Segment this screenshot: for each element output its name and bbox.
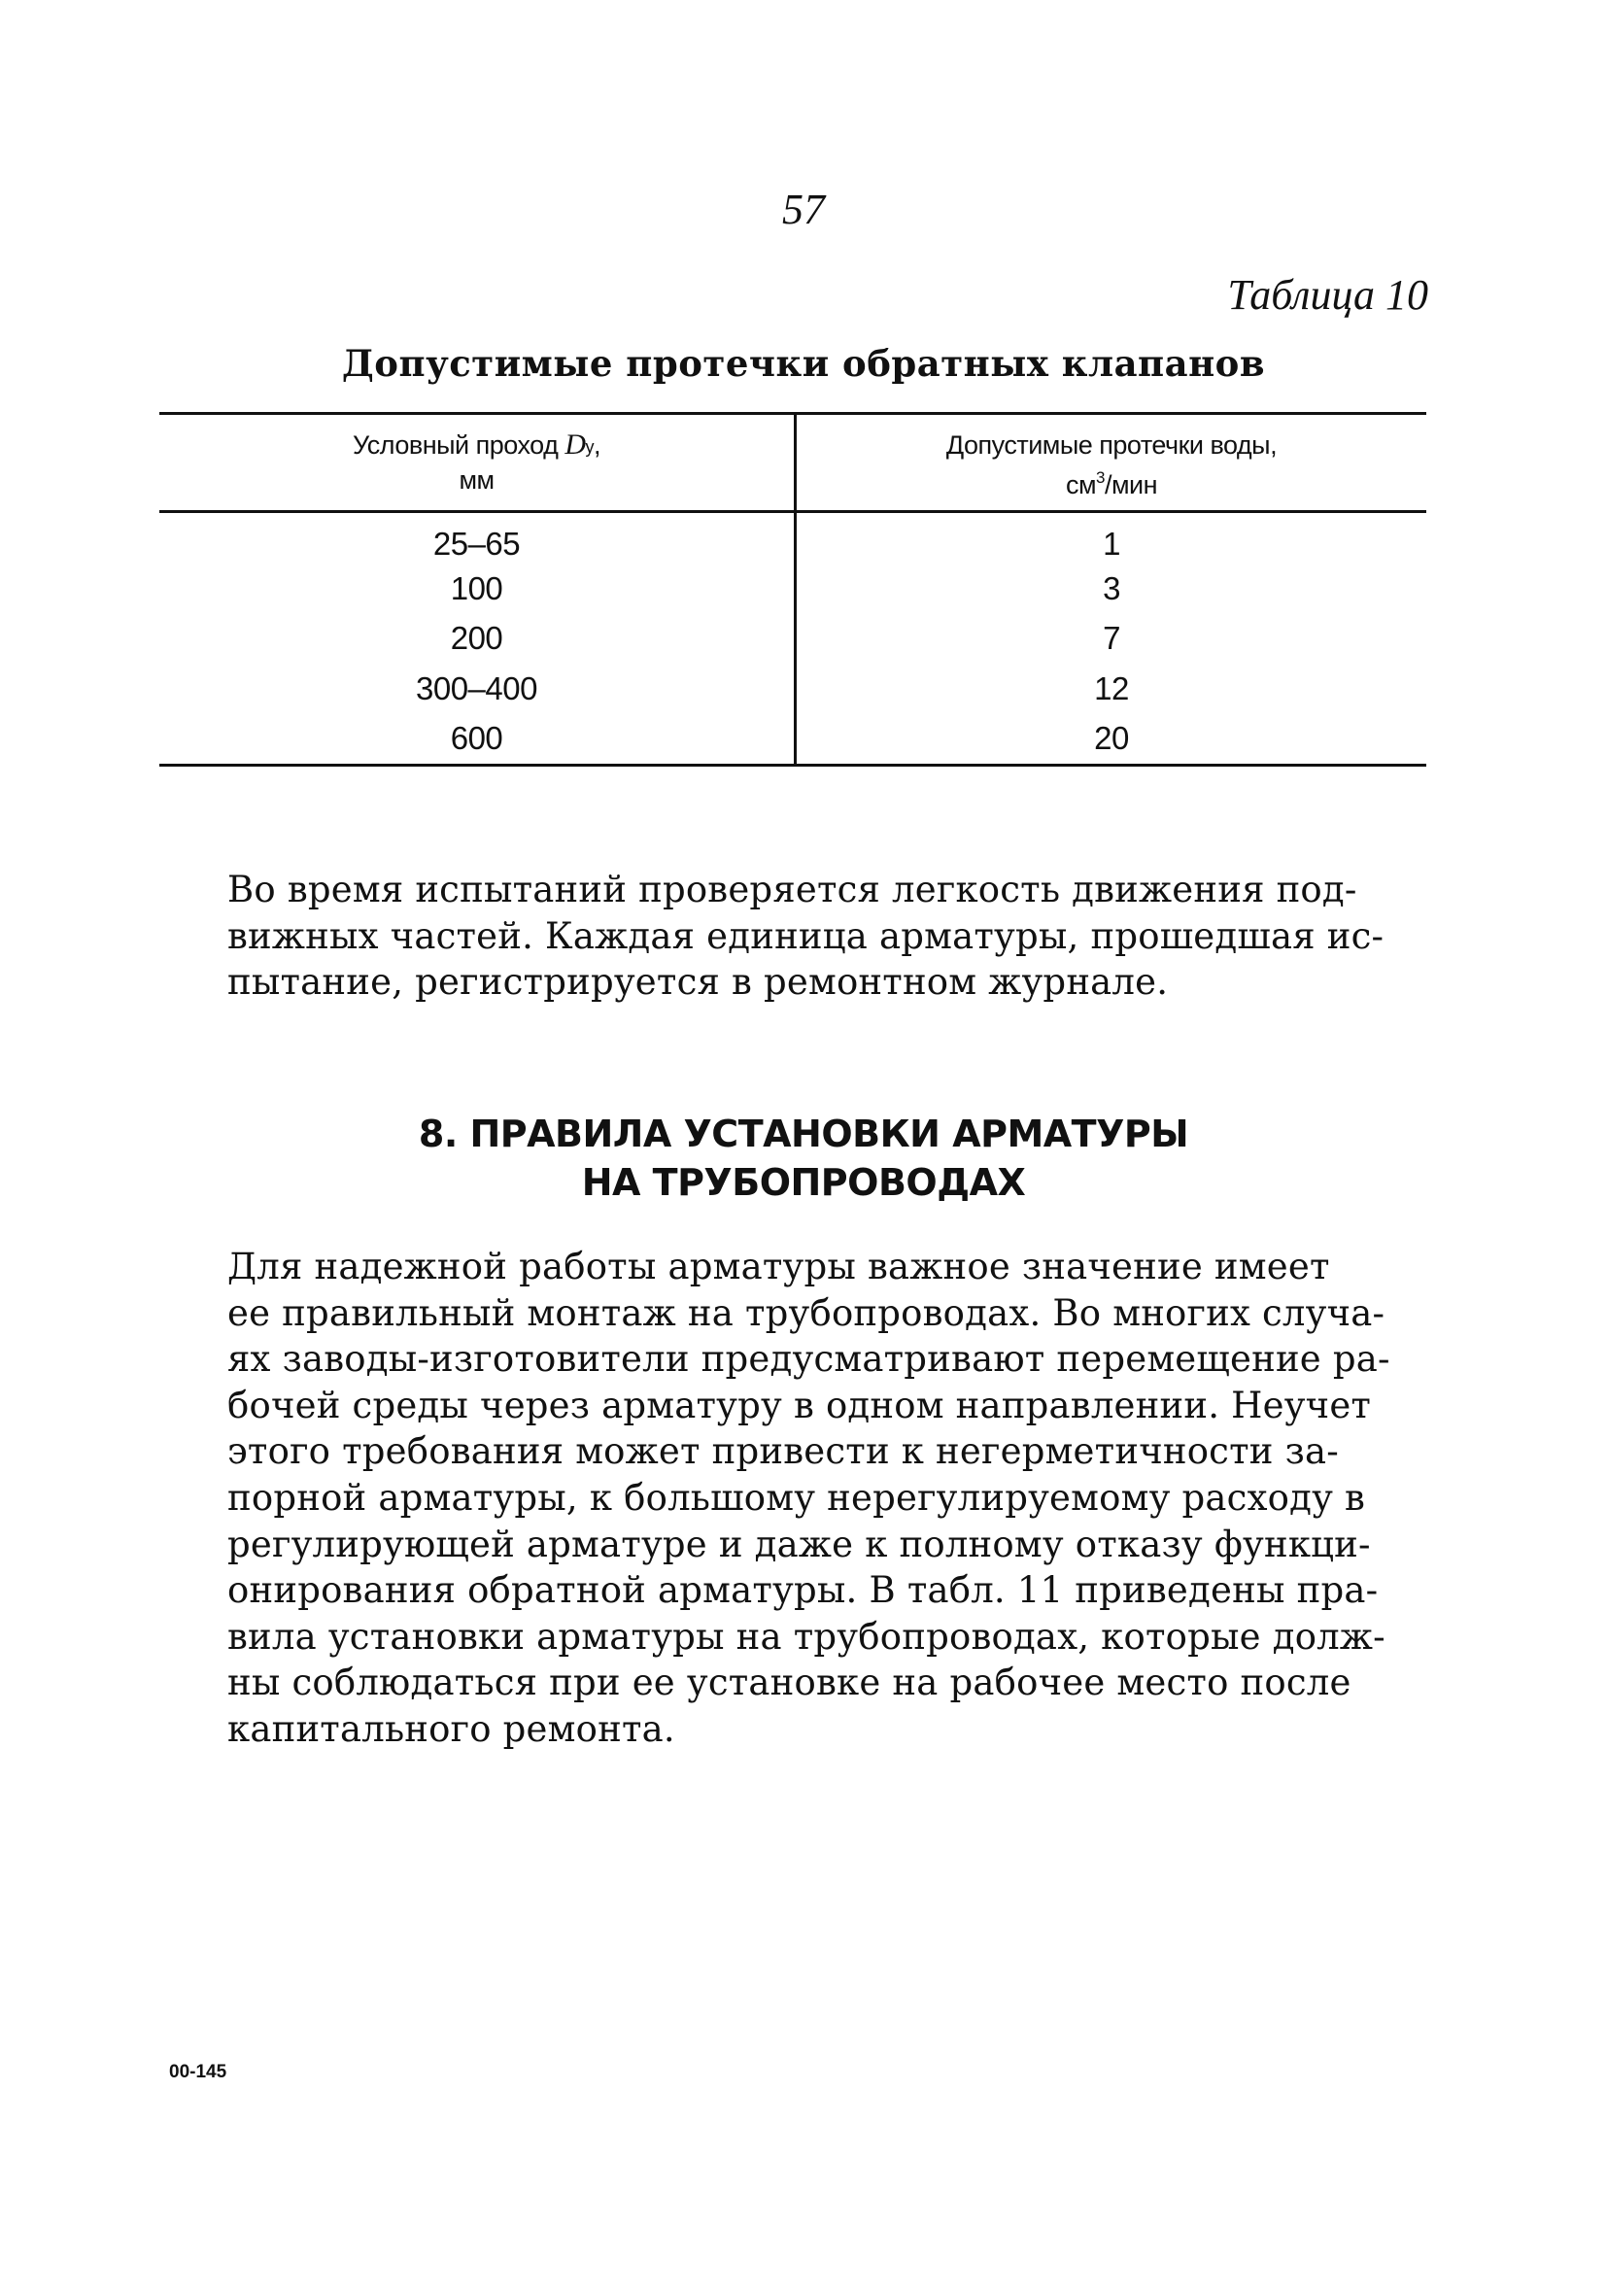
cell-leak: 20 xyxy=(1094,720,1129,757)
text-line: онирования обратной арматуры. В табл. 11 приведены пра- xyxy=(227,1569,1379,1612)
section-heading xyxy=(0,1110,1607,1207)
section-heading-line: 8. ПРАВИЛА УСТАНОВКИ АРМАТУРЫ xyxy=(418,1113,1189,1155)
table-row xyxy=(159,664,1426,714)
text-line: ны соблюдаться при ее установке на рабочее место после xyxy=(227,1662,1351,1704)
text-line: регулирующей арматуре и даже к полному отказу функци- xyxy=(227,1523,1371,1565)
text-line: этого требования может привести к негерметичности за- xyxy=(227,1430,1339,1473)
table-body xyxy=(159,513,1426,767)
table-title: Допустимые протечки обратных клапанов xyxy=(341,342,1266,385)
text-line: вижных частей. Каждая единица арматуры, прошедшая ис- xyxy=(227,914,1385,957)
leakage-table xyxy=(159,412,1426,767)
paragraph-testing xyxy=(167,867,1430,1006)
table-row xyxy=(159,613,1426,664)
text-line: Для надежной работы арматуры важное значение имеет xyxy=(227,1246,1330,1287)
text-line: ее правильный монтаж на трубопроводах. Во многих случа- xyxy=(227,1291,1385,1334)
cell-dy: 300–400 xyxy=(159,664,797,714)
table-header xyxy=(159,415,1426,513)
text-line: капитального ремонта. xyxy=(227,1707,675,1750)
paragraph-installation xyxy=(167,1244,1430,1753)
cell-dy: 200 xyxy=(159,613,797,664)
cell-dy: 600 xyxy=(159,713,797,764)
text-line: бочей среды через арматуру в одном направлении. Неучет xyxy=(227,1384,1372,1426)
cell-leak: 12 xyxy=(1094,669,1129,706)
cell-dy: 100 xyxy=(159,564,797,614)
text-line: Во время испытаний проверяется легкость движения под- xyxy=(227,869,1357,910)
table-row xyxy=(159,564,1426,614)
text-line: порной арматуры, к большому нерегулируемому расходу в xyxy=(227,1476,1366,1519)
page-number: 57 xyxy=(782,186,825,233)
table-row xyxy=(159,513,1426,564)
cell-leak: 7 xyxy=(1103,620,1120,657)
footer-print-code: 00-145 xyxy=(169,2062,227,2082)
cell-dy: 25–65 xyxy=(159,513,797,564)
text-line: пытание, регистрируется в ремонтном журнале. xyxy=(227,961,1169,1004)
text-line: вила установки арматуры на трубопроводах, которые долж- xyxy=(227,1615,1385,1658)
cell-leak: 1 xyxy=(1103,526,1120,562)
section-heading-line: НА ТРУБОПРОВОДАХ xyxy=(581,1161,1026,1204)
table-label: Таблица 10 xyxy=(1227,271,1428,319)
cell-leak: 3 xyxy=(1103,569,1120,606)
header-nominal-diameter: Условный проход Dy, мм xyxy=(159,415,797,510)
header-allowed-leakage: Допустимые протечки воды, $см^3$/мин xyxy=(945,430,1278,499)
table-row xyxy=(159,713,1426,764)
text-line: ях заводы-изготовители предусматривают перемещение ра- xyxy=(227,1338,1390,1381)
